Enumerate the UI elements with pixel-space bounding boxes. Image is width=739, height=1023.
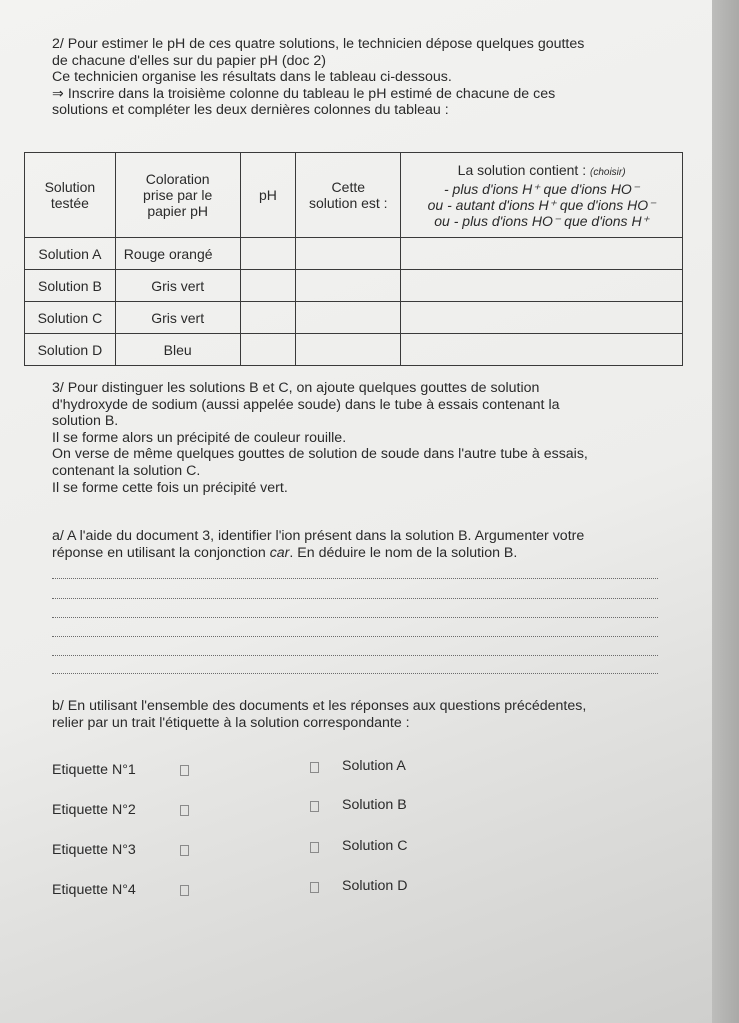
- etiquette-connector-box[interactable]: [180, 885, 189, 896]
- cell-ph-blank[interactable]: [240, 334, 296, 366]
- header-option: ou - autant d'ions H⁺ que d'ions HO⁻: [427, 196, 656, 213]
- cell-color: Gris vert: [115, 270, 240, 302]
- cell-ph-blank[interactable]: [240, 238, 296, 270]
- cell-ph-blank[interactable]: [240, 302, 296, 334]
- header-text: solution est :: [308, 195, 388, 211]
- q3-line: Il se forme cette fois un précipité vert.: [52, 479, 288, 496]
- header-cette: [296, 153, 401, 238]
- header-text: Cette: [331, 179, 366, 195]
- etiquette-connector-box[interactable]: [180, 765, 189, 776]
- q2-line: Ce technicien organise les résultats dans le tableau ci-dessous.: [52, 69, 452, 86]
- etiquette-connector-box[interactable]: [180, 805, 189, 816]
- qb-line: relier par un trait l'étiquette à la solution correspondante :: [52, 714, 410, 731]
- header-text: testée: [50, 195, 89, 211]
- header-text: Solution: [44, 179, 96, 195]
- solution-connector-box[interactable]: [310, 842, 319, 853]
- q3-line: contenant la solution C.: [52, 462, 201, 479]
- cell-color: Gris vert: [115, 302, 240, 334]
- cell-contient-blank[interactable]: [401, 302, 683, 334]
- header-coloration: [115, 153, 240, 238]
- cell-nature-blank[interactable]: [296, 302, 401, 334]
- solution-label: Solution A: [342, 758, 406, 774]
- qa-line: [52, 545, 662, 562]
- q3-line: Il se forme alors un précipité de couleur rouille.: [52, 429, 347, 446]
- qa-text: . En déduire le nom de la solution B.: [289, 544, 518, 561]
- q3-line-text: 3/ Pour distinguer les solutions B et C, on ajoute quelques gouttes de solution: [52, 380, 540, 396]
- qa-emphasis: car: [269, 544, 290, 561]
- answer-line[interactable]: [52, 636, 658, 637]
- cell-solution: Solution B: [25, 270, 116, 302]
- q3-line: On verse de même quelques gouttes de solution de soude dans l'autre tube à essais,: [52, 446, 588, 463]
- header-solution: [25, 153, 116, 238]
- solution-label: Solution C: [342, 838, 408, 854]
- header-contient-title: [401, 162, 682, 181]
- qa-line: a/ A l'aide du document 3, identifier l'ion présent dans la solution B. Argumenter votre: [52, 528, 585, 544]
- q2-line: [52, 86, 658, 103]
- q2-line-text: ⇒ Inscrire dans la troisième colonne du tableau le pH estimé de chacune de ces: [52, 85, 556, 102]
- etiquette-label: Etiquette N°4: [52, 882, 136, 898]
- solution-label: Solution D: [342, 878, 408, 894]
- answer-line[interactable]: [52, 673, 658, 674]
- solution-connector-box[interactable]: [310, 801, 319, 812]
- results-table: [24, 152, 683, 366]
- table-row: [25, 334, 683, 366]
- q2-line: solutions et compléter les deux dernières colonnes du tableau :: [52, 102, 449, 119]
- q3-line: [52, 380, 658, 397]
- table-row: [25, 238, 683, 270]
- header-text: La solution contient :: [457, 161, 587, 178]
- cell-solution: Solution D: [25, 334, 116, 366]
- header-text: papier pH: [147, 203, 209, 219]
- answer-line[interactable]: [52, 617, 658, 618]
- table-row: [25, 270, 683, 302]
- q3-line: d'hydroxyde de sodium (aussi appelée soude) dans le tube à essais contenant la: [52, 396, 560, 413]
- header-choose-note: (choisir): [589, 166, 626, 178]
- cell-contient-blank[interactable]: [401, 334, 683, 366]
- cell-contient-blank[interactable]: [401, 270, 683, 302]
- cell-color: Bleu: [115, 334, 240, 366]
- question-3-text: [52, 380, 658, 496]
- qb-line: b/ En utilisant l'ensemble des documents et les réponses aux questions précédentes,: [52, 698, 587, 714]
- table-header-row: [25, 153, 683, 238]
- etiquette-label: Etiquette N°1: [52, 762, 136, 778]
- header-text: Coloration: [145, 171, 210, 187]
- cell-nature-blank[interactable]: [296, 238, 401, 270]
- header-ph: [240, 153, 296, 238]
- header-option: ou - plus d'ions HO⁻ que d'ions H⁺: [434, 212, 649, 229]
- solution-connector-box[interactable]: [310, 882, 319, 893]
- cell-nature-blank[interactable]: [296, 334, 401, 366]
- answer-line[interactable]: [52, 598, 658, 599]
- solution-label: Solution B: [342, 797, 407, 813]
- q3-line: solution B.: [52, 413, 119, 430]
- answer-line[interactable]: [52, 578, 658, 579]
- header-option: - plus d'ions H⁺ que d'ions HO⁻: [444, 180, 640, 197]
- cell-solution: Solution C: [25, 302, 116, 334]
- question-b-text: [52, 698, 664, 731]
- header-text: prise par le: [143, 187, 213, 203]
- etiquette-connector-box[interactable]: [180, 845, 189, 856]
- etiquette-label: Etiquette N°2: [52, 802, 136, 818]
- qa-text: réponse en utilisant la conjonction: [52, 544, 270, 561]
- header-text: pH: [258, 187, 277, 203]
- question-a-text: [52, 528, 662, 561]
- cell-color: Rouge orangé: [115, 238, 240, 270]
- cell-ph-blank[interactable]: [240, 270, 296, 302]
- etiquette-label: Etiquette N°3: [52, 842, 136, 858]
- question-2-text: [52, 36, 658, 119]
- header-contient: [401, 153, 683, 238]
- solution-connector-box[interactable]: [310, 762, 319, 773]
- page-edge-shadow: [712, 0, 739, 1023]
- answer-line[interactable]: [52, 655, 658, 656]
- cell-solution: Solution A: [25, 238, 116, 270]
- cell-contient-blank[interactable]: [401, 238, 683, 270]
- cell-nature-blank[interactable]: [296, 270, 401, 302]
- q2-line: 2/ Pour estimer le pH de ces quatre solutions, le technicien dépose quelques gouttes: [52, 36, 585, 52]
- table-row: [25, 302, 683, 334]
- q2-line: de chacune d'elles sur du papier pH (doc 2): [52, 52, 327, 69]
